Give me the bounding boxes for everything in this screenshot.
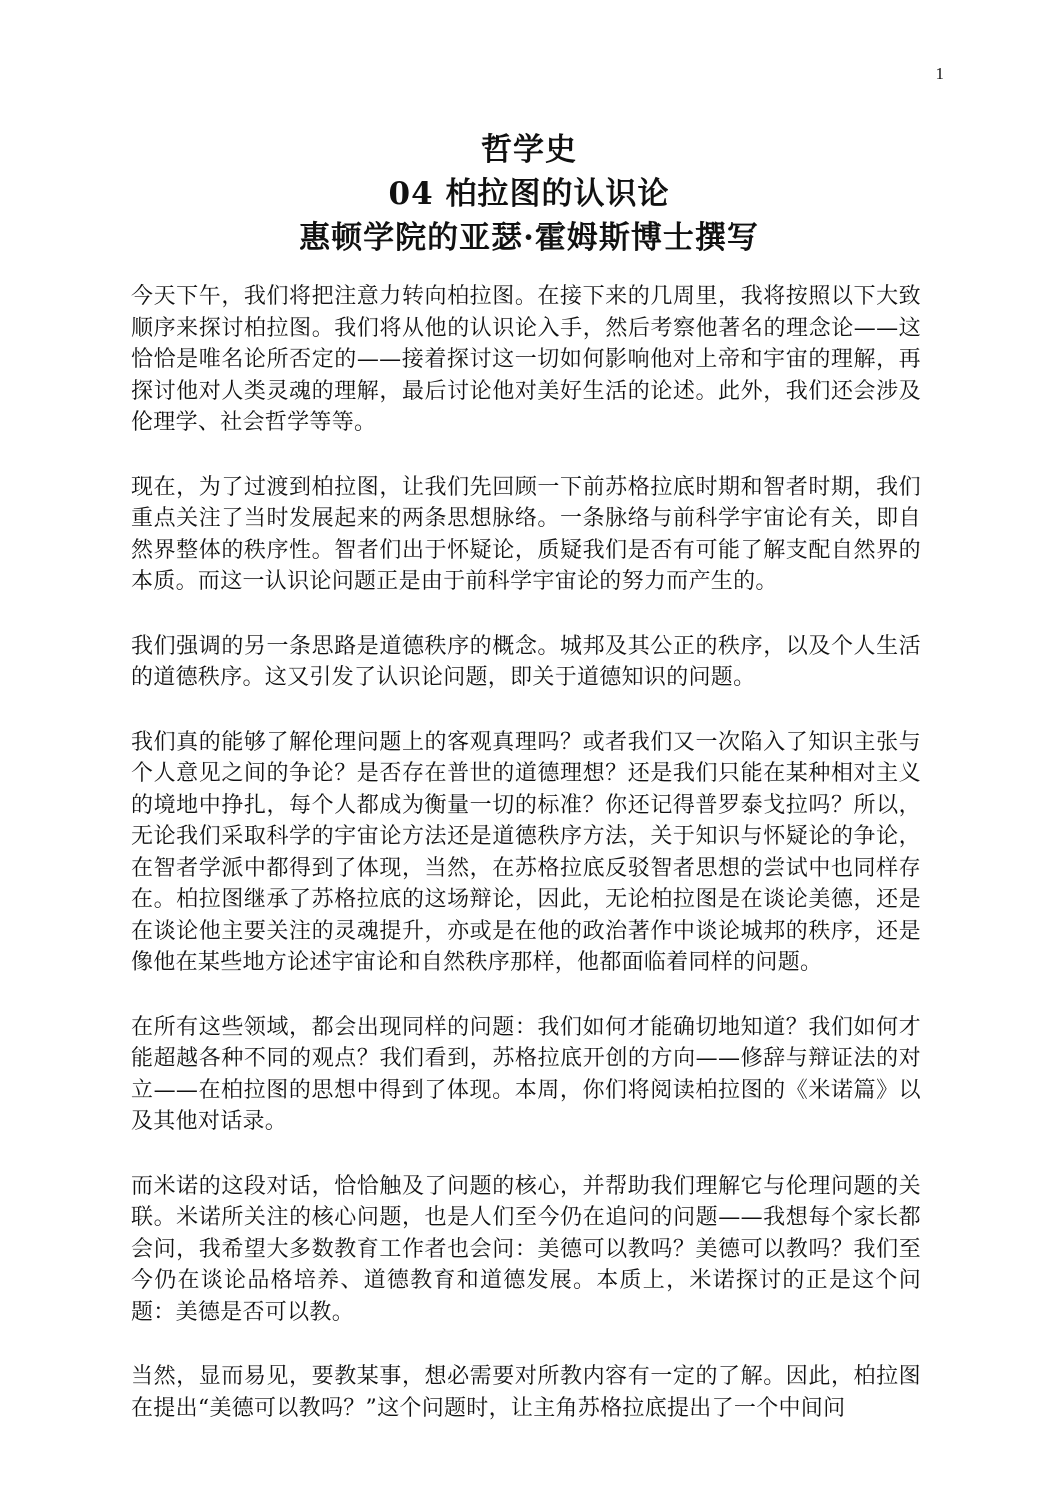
paragraph: 而米诺的这段对话，恰恰触及了问题的核心，并帮助我们理解它与伦理问题的关联。米诺所关注的核心问题，也是人们至今仍在追问的问题——我想每个家长都会问，我希望大多数教育工作者也会问：美德可以教吗？美德可以教吗？我们至今仍在谈论品格培养、道德教育和道德发展。本质上，米诺探讨的正是这个问题：美德是否可以教。 <box>131 1173 921 1325</box>
author-line: 惠顿学院的亚瑟·霍姆斯博士撰写 <box>299 220 759 256</box>
document-title: 哲学史 <box>481 132 577 168</box>
lecture-subtitle: 04 柏拉图的认识论 <box>388 176 670 212</box>
paragraph: 在所有这些领域，都会出现同样的问题：我们如何才能确切地知道？我们如何才能超越各种不同的观点？我们看到，苏格拉底开创的方向——修辞与辩证法的对立——在柏拉图的思想中得到了体现。本周，你们将阅读柏拉图的《米诺篇》以及其他对话录。 <box>131 1014 921 1134</box>
paragraph: 我们真的能够了解伦理问题上的客观真理吗？或者我们又一次陷入了知识主张与个人意见之间的争论？是否存在普世的道德理想？还是我们只能在某种相对主义的境地中挣扎，每个人都成为衡量一切的标准？你还记得普罗泰戈拉吗？所以，无论我们采取科学的宇宙论方法还是道德秩序方法，关于知识与怀疑论的争论，在智者学派中都得到了体现，当然，在苏格拉底反驳智者思想的尝试中也同样存在。柏拉图继承了苏格拉底的这场辩论，因此，无论柏拉图是在谈论美德，还是在谈论他主要关注的灵魂提升，亦或是在他的政治著作中谈论城邦的秩序，还是像他在某些地方论述宇宙论和自然秩序那样，他都面临着同样的问题。 <box>131 729 921 975</box>
paragraph: 当然，显而易见，要教某事，想必需要对所教内容有一定的了解。因此，柏拉图在提出“美德可以教吗？”这个问题时，让主角苏格拉底提出了一个中间问 <box>131 1364 921 1421</box>
page-number: 1 <box>935 64 944 83</box>
paragraph: 现在，为了过渡到柏拉图，让我们先回顾一下前苏格拉底时期和智者时期，我们重点关注了当时发展起来的两条思想脉络。一条脉络与前科学宇宙论有关，即自然界整体的秩序性。智者们出于怀疑论，质疑我们是否有可能了解支配自然界的本质。而这一认识论问题正是由于前科学宇宙论的努力而产生的。 <box>131 474 921 594</box>
document-header <box>0 128 1058 260</box>
paragraph: 今天下午，我们将把注意力转向柏拉图。在接下来的几周里，我将按照以下大致顺序来探讨柏拉图。我们将从他的认识论入手，然后考察他著名的理念论——这恰恰是唯名论所否定的——接着探讨这一切如何影响他对上帝和宇宙的理解，再探讨他对人类灵魂的理解，最后讨论他对美好生活的论述。此外，我们还会涉及伦理学、社会哲学等等。 <box>131 284 921 435</box>
paragraph: 我们强调的另一条思路是道德秩序的概念。城邦及其公正的秩序，以及个人生活的道德秩序。这又引发了认识论问题，即关于道德知识的问题。 <box>131 633 921 690</box>
document-body <box>131 281 921 1457</box>
